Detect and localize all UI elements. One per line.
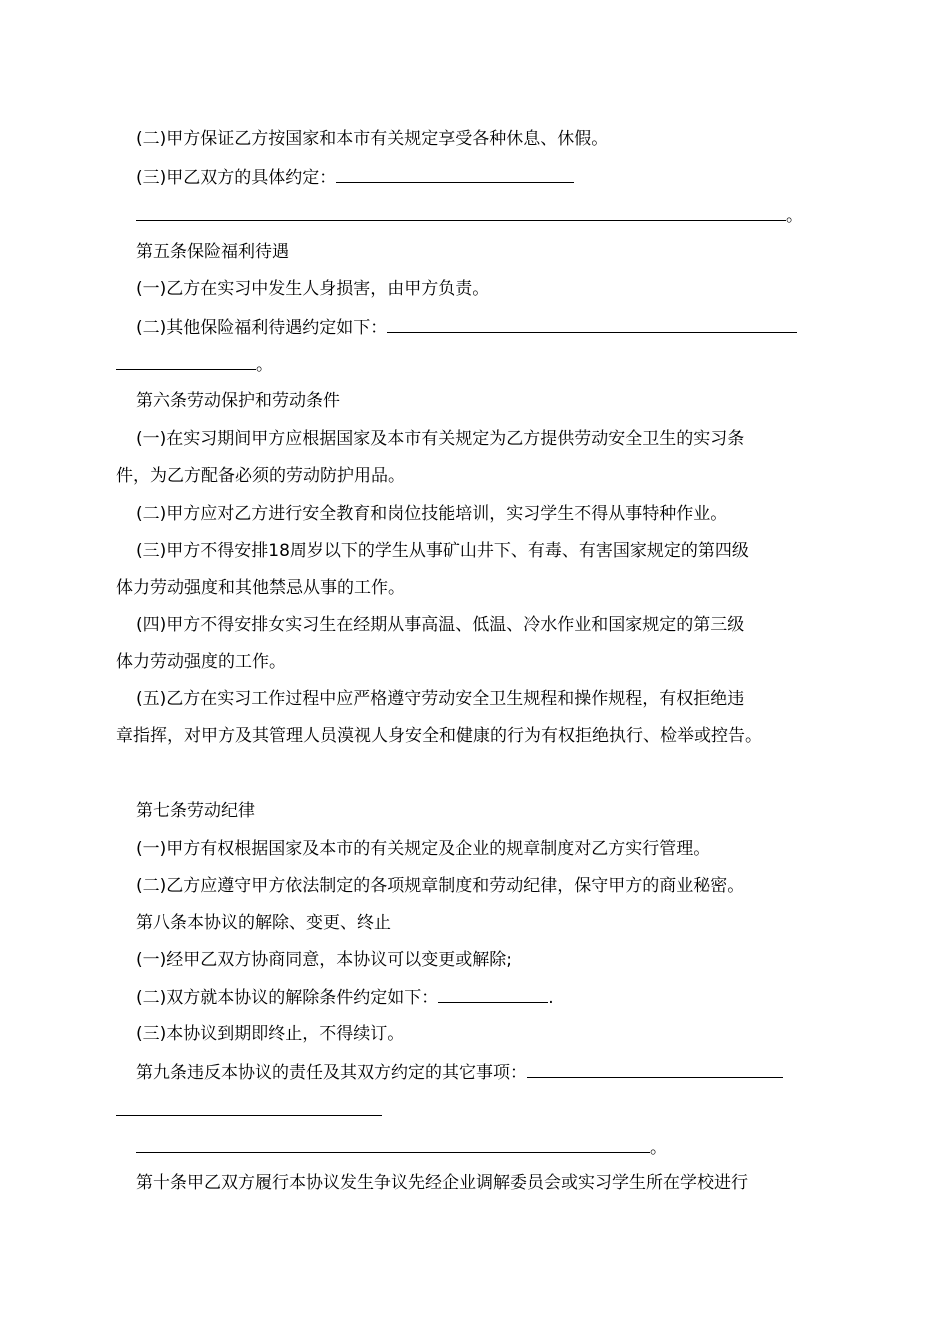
clause-6-item-1-cont: 件，为乙方配备必须的劳动防护用品。 xyxy=(116,466,405,486)
fill-in-blank xyxy=(438,986,548,1003)
fill-in-blank xyxy=(136,1136,650,1153)
clause-9-heading xyxy=(136,1061,783,1084)
fill-in-blank xyxy=(387,316,797,333)
clause-6-item-4: (四)甲方不得安排女实习生在经期从事高温、低温、冷水作业和国家规定的第三级 xyxy=(136,615,745,635)
clause-5-item-1: (一)乙方在实习中发生人身损害，由甲方负责。 xyxy=(136,279,490,299)
clause-6-item-5-cont: 章指挥，对甲方及其管理人员漠视人身安全和健康的行为有权拒绝执行、检举或控告。 xyxy=(116,726,762,746)
blank-rule xyxy=(116,1115,382,1116)
clause-6-heading: 第六条劳动保护和劳动条件 xyxy=(136,391,340,411)
clause-6-item-3-cont: 体力劳动强度和其他禁忌从事的工作。 xyxy=(116,578,405,598)
line-end-mark: 。 xyxy=(256,355,273,375)
clause-8-item-1: (一)经甲乙双方协商同意，本协议可以变更或解除; xyxy=(136,950,512,970)
clause-6-item-3: (三)甲方不得安排18周岁以下的学生从事矿山井下、有毒、有害国家规定的第四级 xyxy=(136,541,749,561)
line-end-mark: 。 xyxy=(786,206,803,226)
clause-8-heading: 第八条本协议的解除、变更、终止 xyxy=(136,913,391,933)
fill-in-blank xyxy=(136,204,786,221)
clause-5-heading: 第五条保险福利待遇 xyxy=(136,242,289,262)
clause-7-item-1: (一)甲方有权根据国家及本市的有关规定及企业的规章制度对乙方实行管理。 xyxy=(136,839,711,859)
clause-7-item-2: (二)乙方应遵守甲方依法制定的各项规章制度和劳动纪律，保守甲方的商业秘密。 xyxy=(136,876,745,896)
fill-in-blank xyxy=(116,353,256,370)
clause-5-item-2 xyxy=(136,316,797,339)
blank-line xyxy=(136,1136,667,1159)
clause-6-item-1: (一)在实习期间甲方应根据国家及本市有关规定为乙方提供劳动安全卫生的实习条 xyxy=(136,429,745,449)
clause-6-item-5: (五)乙方在实习工作过程中应严格遵守劳动安全卫生规程和操作规程，有权拒绝违 xyxy=(136,689,745,709)
clause-6-item-2: (二)甲方应对乙方进行安全教育和岗位技能培训，实习学生不得从事特种作业。 xyxy=(136,504,728,524)
fill-in-blank xyxy=(527,1061,783,1078)
clause-8-item-2 xyxy=(136,986,554,1009)
clause-4-item-2: (二)甲方保证乙方按国家和本市有关规定享受各种休息、休假。 xyxy=(136,129,609,149)
clause-10-heading: 第十条甲乙双方履行本协议发生争议先经企业调解委员会或实习学生所在学校进行 xyxy=(136,1173,748,1193)
blank-line xyxy=(136,204,803,227)
clause-7-heading: 第七条劳动纪律 xyxy=(136,801,255,821)
clause-8-item-3: (三)本协议到期即终止，不得续订。 xyxy=(136,1024,405,1044)
line-end-mark: . xyxy=(548,988,554,1008)
line-end-mark: 。 xyxy=(650,1138,667,1158)
clause-5-item-2-text: (二)其他保险福利待遇约定如下： xyxy=(136,318,388,338)
clause-6-item-4-cont: 体力劳动强度的工作。 xyxy=(116,652,286,672)
fill-in-blank xyxy=(336,166,574,183)
blank-line xyxy=(116,353,273,376)
clause-9-text: 第九条违反本协议的责任及其双方约定的其它事项： xyxy=(136,1063,527,1083)
clause-4-item-3 xyxy=(136,166,574,189)
clause-4-item-3-text: (三)甲乙双方的具体约定： xyxy=(136,168,337,188)
clause-8-item-2-text: (二)双方就本协议的解除条件约定如下： xyxy=(136,988,439,1008)
